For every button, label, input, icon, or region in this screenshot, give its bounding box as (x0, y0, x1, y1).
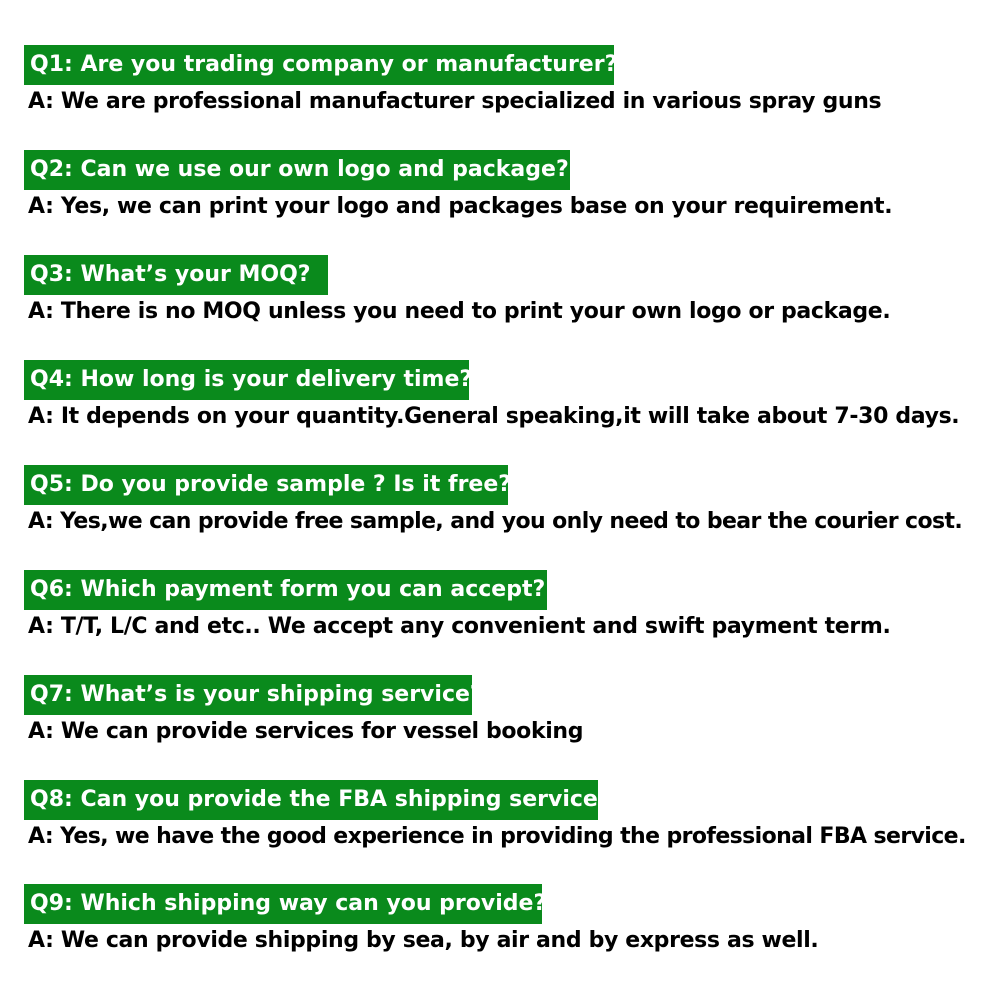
faq-answer: A: T/T, L/C and etc.. We accept any convenient and swift payment term. (28, 614, 891, 639)
faq-item (24, 150, 984, 230)
faq-question: Q2: Can we use our own logo and package? (24, 150, 570, 190)
faq-answer: A: Yes, we have the good experience in providing the professional FBA service. (28, 824, 966, 849)
faq-item (24, 780, 984, 860)
faq-question: Q4: How long is your delivery time? (24, 360, 469, 400)
faq-question: Q7: What’s is your shipping service? (24, 675, 472, 715)
faq-answer: A: We can provide shipping by sea, by air and by express as well. (28, 928, 819, 953)
faq-question: Q6: Which payment form you can accept? (24, 570, 547, 610)
faq-answer: A: Yes, we can print your logo and packages base on your requirement. (28, 194, 893, 219)
faq-item (24, 675, 984, 755)
faq-question: Q3: What’s your MOQ? (24, 255, 328, 295)
faq-answer: A: We can provide services for vessel booking (28, 719, 584, 744)
faq-question: Q5: Do you provide sample ? Is it free? (24, 465, 508, 505)
faq-item (24, 884, 984, 964)
faq-answer: A: Yes,we can provide free sample, and you only need to bear the courier cost. (28, 509, 963, 534)
faq-question: Q1: Are you trading company or manufacturer? (24, 45, 614, 85)
faq-question: Q9: Which shipping way can you provide? (24, 884, 542, 924)
faq-answer: A: There is no MOQ unless you need to print your own logo or package. (28, 299, 891, 324)
faq-item (24, 465, 984, 545)
faq-answer: A: We are professional manufacturer specialized in various spray guns (28, 89, 882, 114)
faq-item (24, 45, 984, 125)
faq-item (24, 570, 984, 650)
faq-item (24, 255, 984, 335)
faq-answer: A: It depends on your quantity.General speaking,it will take about 7-30 days. (28, 404, 960, 429)
faq-question: Q8: Can you provide the FBA shipping service? (24, 780, 598, 820)
faq-item (24, 360, 984, 440)
